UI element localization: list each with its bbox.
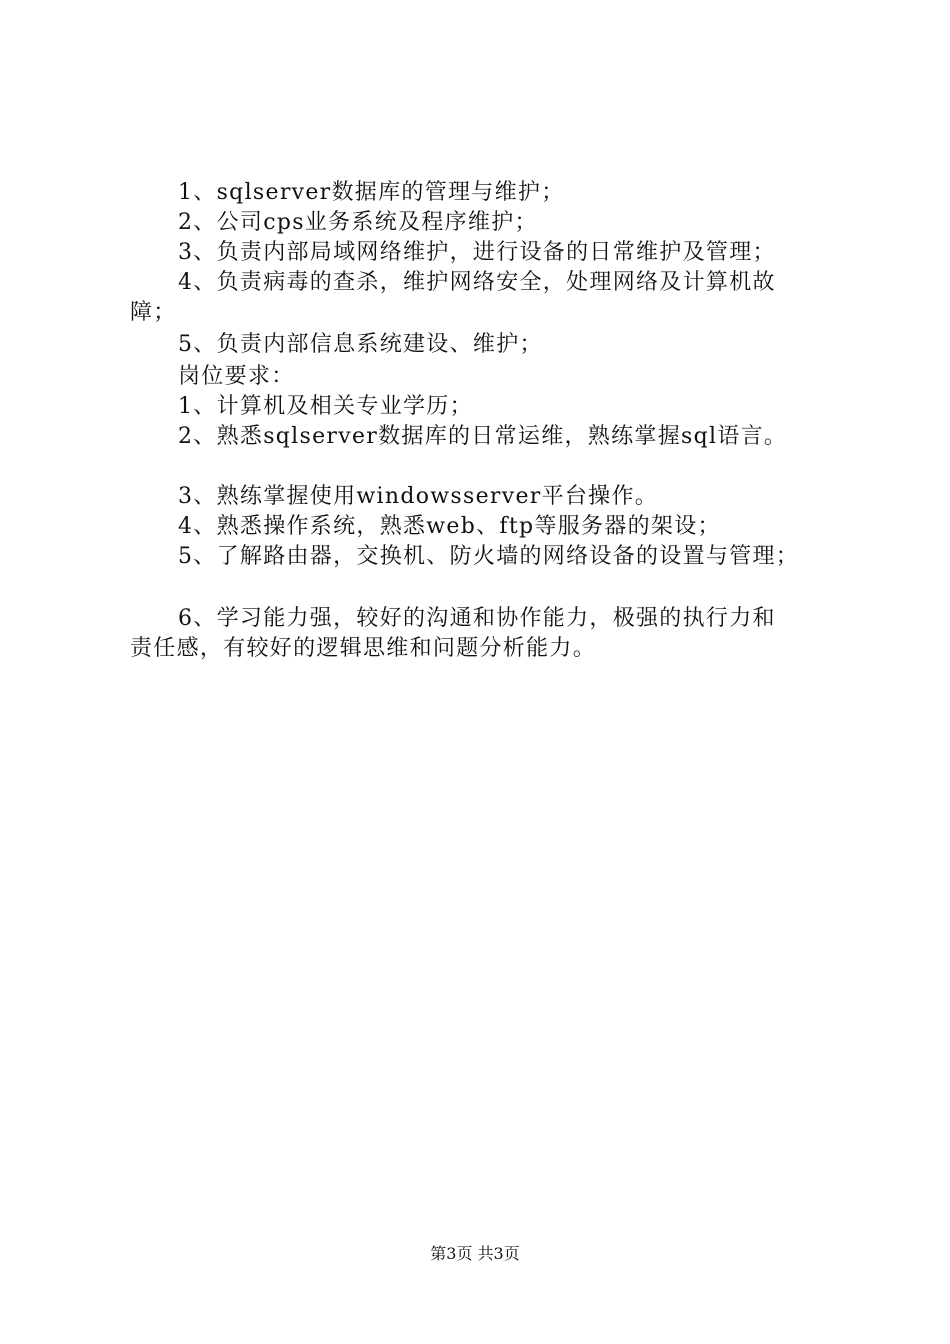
duty-item-5: 5、负责内部信息系统建设、维护； xyxy=(178,332,543,357)
duty-item-4-continued: 障； xyxy=(130,300,177,325)
requirement-item-6-continued: 责任感，有较好的逻辑思维和问题分析能力。 xyxy=(130,636,597,661)
duty-item-3: 3、负责内部局域网络维护，进行设备的日常维护及管理； xyxy=(178,240,776,265)
page-number-footer: 第3页 共3页 xyxy=(430,1244,520,1263)
requirement-item-5: 5、了解路由器，交换机、防火墙的网络设备的设置与管理； xyxy=(178,544,800,569)
requirement-item-2: 2、熟悉sqlserver数据库的日常运维，熟练掌握sql语言。 xyxy=(178,424,788,449)
requirements-heading: 岗位要求： xyxy=(178,364,295,389)
duty-item-4: 4、负责病毒的查杀，维护网络安全，处理网络及计算机故 xyxy=(178,270,776,295)
requirement-item-1: 1、计算机及相关专业学历； xyxy=(178,394,473,419)
requirement-item-3: 3、熟练掌握使用windowsserver平台操作。 xyxy=(178,484,659,509)
requirement-item-4: 4、熟悉操作系统，熟悉web、ftp等服务器的架设； xyxy=(178,514,721,539)
requirement-item-6: 6、学习能力强，较好的沟通和协作能力，极强的执行力和 xyxy=(178,606,776,631)
duty-item-2: 2、公司cps业务系统及程序维护； xyxy=(178,210,538,235)
duty-item-1: 1、sqlserver数据库的管理与维护； xyxy=(178,180,565,205)
